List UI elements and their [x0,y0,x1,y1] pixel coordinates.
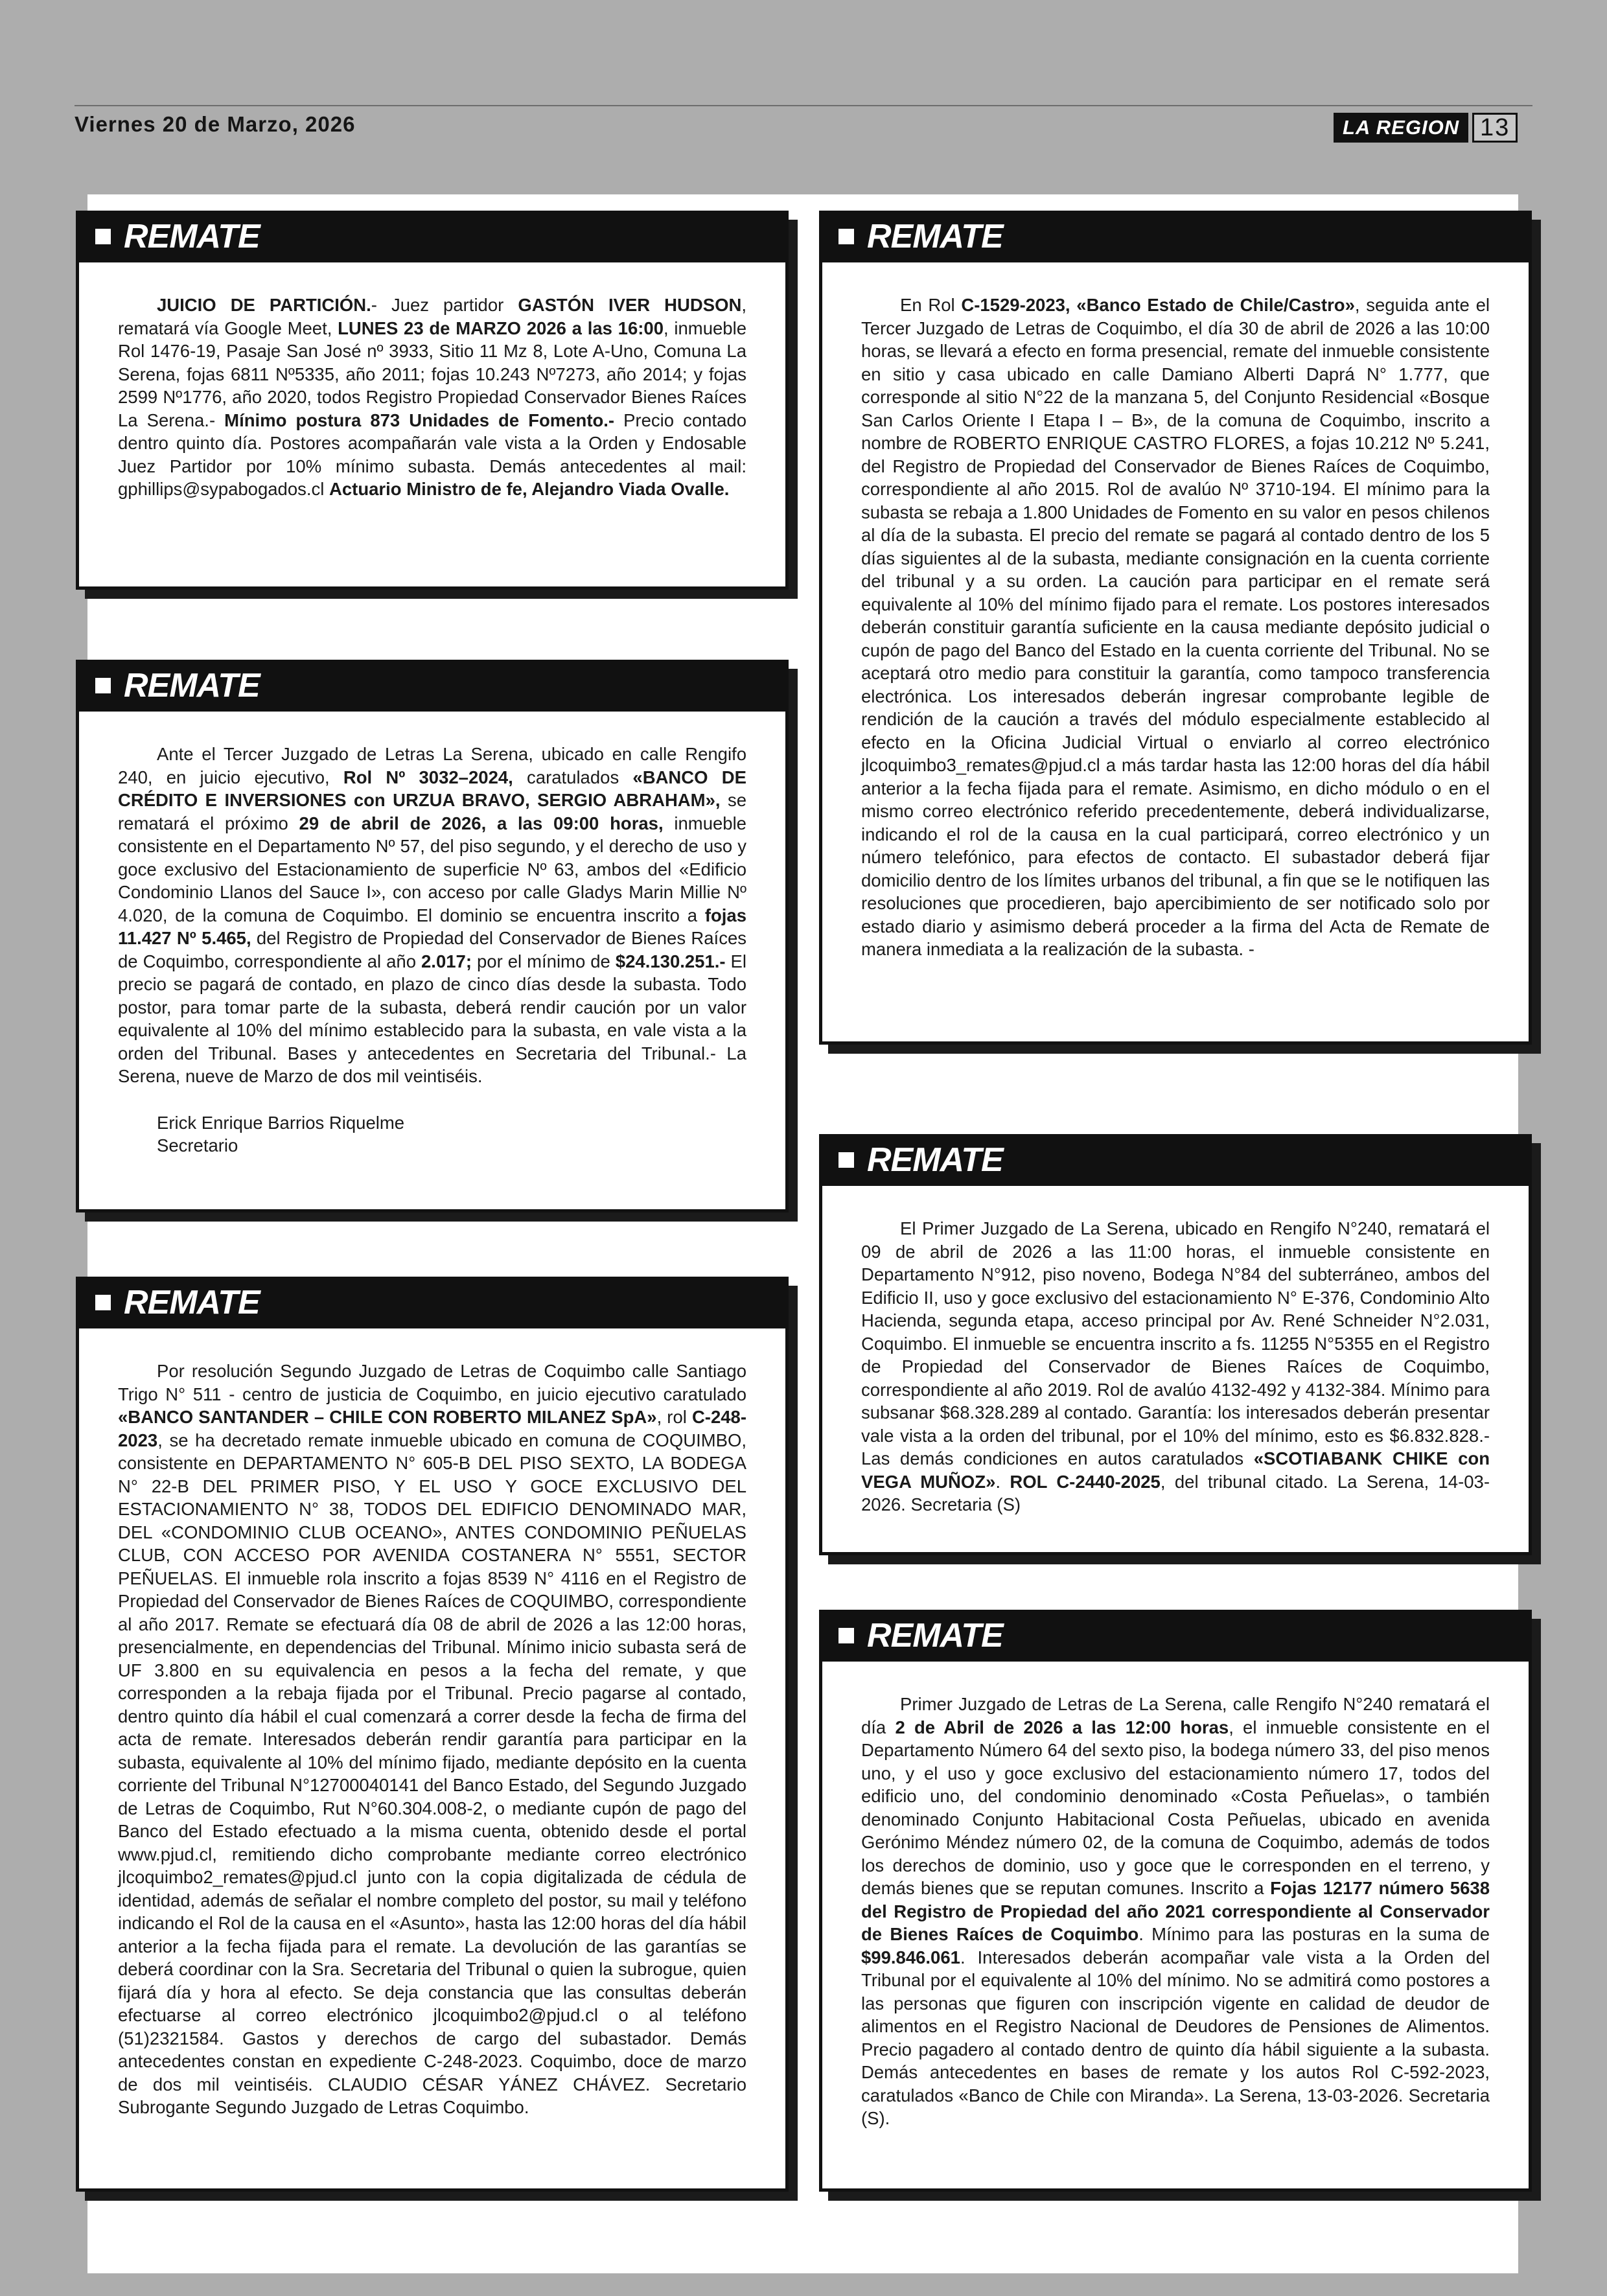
text-run: . Interesados deberán acompañar vale vista a la Orden del Tribunal por el equivalente al 10% del mínimo. No se admitirá como postores a las personas que figuren con inscripción vigente en calidad de deudor de alimentos en el Registro Nacional de Deudores de Pensiones de Alimentos. Precio pagadero al contado dentro de quinto día hábil siguiente a la subasta. Demás antecedentes en bases de remate y los autos Rol C-592-2023, caratulados «Banco de Chile con Miranda». La Serena, 13-03-2026. Secretaria (S). [861,1947,1490,2128]
bold-run: 2 de Abril de 2026 a las 12:00 horas [895,1717,1229,1737]
text-run: , inmueble Rol 1476-19, Pasaje San José nº 3933, Sitio 11 Mz 8, Lote A-Uno, Comuna La Serena, fojas 6811 Nº5335, año 2011; fojas 10.243 Nº7273, año 2014; y fojas 2599 Nº1776, año 2020, todos Registro Propiedad Conservador Bienes Raíces La Serena.- [118,318,746,430]
notice-text [118,743,746,1088]
text-run: Ante el Tercer Juzgado de Letras La Serena, ubicado en calle Rengifo 240, en juicio ejecutivo, [118,744,746,787]
notice-body [861,294,1490,961]
text-run: , rol [656,1407,692,1427]
bold-run: 2.017; [421,951,472,971]
text-run: . [995,1471,1010,1492]
text-run: , el inmueble consistente en el Departamento Número 64 del sexto piso, la bodega número 33, del piso menos uno, y el uso y goce exclusivo del estacionamiento número 17, todos del edificio uno, del condominio denominado «Costa Peñuelas», o también denominado Conjunto Habitacional Costa Peñuelas, ubicado en avenida Gerónimo Méndez número 02, de la comuna de Coquimbo, además de todos los derechos de dominio, uso y goce que le corresponden en el terreno, y demás bienes que se reputan comunes. Inscrito a [861,1717,1490,1898]
notice-6 [819,1610,1532,2192]
notice-1 [76,211,789,590]
text-run: . Mínimo para las posturas en la suma de [1139,1924,1490,1944]
notice-body [118,1360,746,2119]
bold-run: «BANCO DE CRÉDITO E INVERSIONES con URZUA BRAVO, SERGIO ABRAHAM», [118,767,746,810]
bold-run: C-1529-2023, «Banco Estado de Chile/Castro» [961,295,1355,315]
notice-title: REMATE [124,1284,260,1321]
page-number: 13 [1472,113,1518,143]
text-run: , rematará vía Google Meet, [118,295,746,338]
notice-text [861,294,1490,961]
text-run: - Juez partidor [371,295,518,315]
notice-header [819,211,1532,262]
bold-run: Actuario Ministro de fe, Alejandro Viada Ovalle. [329,479,730,499]
header-rule [75,105,1532,106]
bold-run: $99.846.061 [861,1947,960,1967]
text-run: El Primer Juzgado de La Serena, ubicado en Rengifo N°240, rematará el 09 de abril de 2026 a las 11:00 horas, el inmueble consistente en Departamento N°912, piso noveno, Bodega N°84 del subterráneo, ambos del Edificio II, uso y goce exclusivo del estacionamiento N° E-376, Condominio Alto Hacienda, segunda etapa, acceso principal por Av. René Schneider N°2.031, Coquimbo. El inmueble se encuentra inscrito a fs. 11255 N°5355 en el Registro de Propiedad del Conservador de Bienes Raíces de Coquimbo, correspondiente al año 2019. Rol de avalúo 4132-492 y 4132-384. Mínimo para subsanar $68.328.289 al contado. Garantía: los interesados deberán presentar vale vista a la orden del tribunal, por el 10% del mínimo, esto es $6.832.828.- Las demás condiciones en autos caratulados [861,1218,1490,1468]
notice-text [118,1360,746,2119]
notice-title: REMATE [124,218,260,255]
notice-header [819,1134,1532,1186]
notice-2 [76,660,789,1212]
text-run: se rematará el próximo [118,790,746,833]
text-run: , del tribunal citado. La Serena, 14-03-2026. Secretaria (S) [861,1471,1490,1514]
notice-5 [819,1134,1532,1555]
bold-run: «BANCO SANTANDER – CHILE CON ROBERTO MILANEZ SpA» [118,1407,657,1427]
square-bullet-icon [838,229,854,244]
bold-run: fojas 11.427 Nº 5.465, [118,905,746,948]
text-run: Precio contado dentro quinto día. Postores acompañarán vale vista a la Orden y Endosable Juez Partidor por 10% mínimo subasta. Demás antecedentes al mail: gphillips@sypabogados.cl [118,410,746,499]
notice-title: REMATE [124,667,260,704]
bold-run: 29 de abril de 2026, a las 09:00 horas, [299,813,664,833]
bold-run: Fojas 12177 número 5638 del Registro de Propiedad del año 2021 correspondiente al Conservador de Bienes Raíces de Coquimbo [861,1878,1490,1944]
notice-body [861,1217,1490,1516]
notice-header [76,660,789,712]
signer-title: Secretario [157,1135,238,1155]
text-run: inmueble consistente en el Departamento Nº 57, del piso segundo, y el derecho de uso y goce exclusivo del Estacionamiento de superficie Nº 63, ambos del «Edificio Condominio Llanos del Sauce I», con acceso por calle Gladys Marin Millie Nº 4.020, de la comuna de Coquimbo. El dominio se encuentra inscrito a [118,813,746,925]
notice-3 [76,1277,789,2192]
text-run: , se ha decretado remate inmueble ubicado en comuna de COQUIMBO, consistente en DEPARTAMENTO N° 605-B DEL PISO SEXTO, LA BODEGA N° 22-B DEL PRIMER PISO, Y EL USO Y GOCE EXCLUSIVO DEL ESTACIONAMIENTO N° 38, TODOS DEL EDIFICIO DENOMINADO MAR, DEL «CONDOMINIO CLUB OCEANO», ANTES CONDOMINIO PEÑUELAS CLUB, CON ACCESO POR AVENIDA COSTANERA N° 5551, SECTOR PEÑUELAS. El inmueble rola inscrito a fojas 8539 N° 4116 en el Registro de Propiedad del Conservador de Bienes Raíces de COQUIMBO, correspondiente al año 2017. Remate se efectuará día 08 de abril de 2026 a las 12:00 horas, presencialmente, en dependencias del Tribunal. Mínimo inicio subasta será de UF 3.800 en su equivalencia en pesos a la fecha del remate, y que corresponden a la rebaja fijada por el Tribunal. Precio pagarse al contado, dentro quinto día hábil el cual comenzará a correr desde la fecha de firma del acta de remate. Interesados deberán rendir garantía para participar en la subasta, equivalente al 10% del mínimo fijado, mediante depósito en la cuenta corriente del Tribunal N°12700040141 del Banco Estado, del Segundo Juzgado de Letras de Coquimbo, Rut N°60.304.008-2, o mediante cupón de pago del Banco del Estado efectuado a la misma cuenta, obtenido desde el portal www.pjud.cl, remitiendo dicho comprobante mediante correo electrónico jlcoquimbo2_remates@pjud.cl junto con la copia digitalizada de cédula de identidad, además de señalar el nombre completo del postor, su mail y teléfono indicando el Rol de la causa en el «Asunto», hasta las 12:00 horas del día hábil anterior a la fecha fijada para el remate. La devolución de las garantías se deberá coordinar con la Sra. Secretaria del Tribunal o quien la subrogue, quien fijará día y hora al efecto. Se deja constancia que las consultas deberán efectuarse al correo electrónico jlcoquimbo2@pjud.cl o al teléfono (51)2321584. Gastos y derechos de cargo del subastador. Demás antecedentes constan en expediente C-248-2023. Coquimbo, doce de marzo de dos mil veintiséis. CLAUDIO CÉSAR YÁNEZ CHÁVEZ. Secretario Subrogante Segundo Juzgado de Letras Coquimbo. [118,1430,746,2117]
square-bullet-icon [95,1295,111,1310]
notice-header [76,211,789,262]
bold-run: C-248-2023 [118,1407,746,1450]
text-run: del Registro de Propiedad del Conservador de Bienes Raíces de Coquimbo, correspondiente al año [118,928,746,971]
notice-body [118,294,746,501]
notice-title: REMATE [867,1141,1003,1179]
masthead [1334,113,1518,143]
notice-title: REMATE [867,218,1003,255]
bold-run: Mínimo postura 873 Unidades de Fomento.- [224,410,615,430]
text-run: por el mínimo de [472,951,616,971]
notice-text [861,1217,1490,1516]
notice-text [118,294,746,501]
text-run: Primer Juzgado de Letras de La Serena, calle Rengifo N°240 rematará el día [861,1694,1490,1737]
notice-text [861,1693,1490,2130]
square-bullet-icon [95,678,111,693]
square-bullet-icon [95,229,111,244]
bold-run: «SCOTIABANK CHIKE con VEGA MUÑOZ» [861,1448,1490,1492]
issue-date: Viernes 20 de Marzo, 2026 [75,112,356,136]
bold-run: LUNES 23 de MARZO 2026 a las 16:00 [338,318,664,338]
bold-run: GASTÓN IVER HUDSON [518,295,742,315]
bold-run: JUICIO DE PARTICIÓN. [157,295,371,315]
text-run: El precio se pagará de contado, en plazo de cinco días desde la subasta. Todo postor, para tomar parte de la subasta, deberá rendir caución por un valor equivalente al 10% del mínimo establecido para la subasta, en vale vista a la orden del Tribunal. Bases y antecedentes en Secretaria del Tribunal.- La Serena, nueve de Marzo de dos mil veintiséis. [118,951,746,1086]
bold-run: $24.130.251.- [615,951,726,971]
bold-run: Rol Nº 3032–2024, [343,767,513,787]
notice-body [861,1693,1490,2130]
text-run: En Rol [900,295,962,315]
bold-run: ROL C-2440-2025 [1010,1471,1161,1492]
notice-header [76,1277,789,1328]
square-bullet-icon [838,1152,854,1168]
text-run: , seguida ante el Tercer Juzgado de Letras de Coquimbo, el día 30 de abril de 2026 a las 10:00 horas, se llevará a efecto en forma presencial, remate del inmueble consistente en sitio y casa ubicado en calle Damiano Alberti Daprá N° 1.777, que corresponde al sitio N°22 de la manzana 5, del Conjunto Residencial «Bosque San Carlos Oriente I Etapa I – B», de la comuna de Coquimbo, inscrito a nombre de ROBERTO ENRIQUE CASTRO FLORES, a fojas 10.212 Nº 5.241, del Registro de Propiedad del Conservador de Bienes Raíces de Coquimbo, correspondiente al año 2015. Rol de avalúo Nº 3710-194. El mínimo para la subasta se rebaja a 1.800 Unidades de Fomento en su valor en pesos chilenos al día de la subasta. El precio del remate se pagará al contado dentro de los 5 días siguientes al de la subasta, mediante consignación en la cuenta corriente del tribunal y a su orden. La caución para participar en el remate será equivalente al 10% del mínimo fijado para el remate. Los postores interesados deberán constituir garantía suficiente en la causa mediante depósito judicial o cupón de pago del Banco del Estado en la cuenta corriente del Tribunal. No se aceptará otro medio para constituir la garantía, como tampoco transferencia electrónica. Los interesados deberán ingresar comprobante legible de rendición de la caución a través del módulo especialmente establecido al efecto en la Oficina Judicial Virtual o enviarlo al correo electrónico jlcoquimbo3_remates@pjud.cl a más tardar hasta las 12:00 horas del día hábil anterior a la fecha fijada para el remate. Asimismo, en dicho módulo o en el mismo correo electrónico referido precedentemente, deberá individualizarse, indicando el rol de la causa en la cual participará, correo electrónico y un número telefónico, para efectos de contacto. El subastador deberá fijar domicilio dentro de los límites urbanos del tribunal, a fin que se le notifiquen las resoluciones que procedieren, bajo apercibimiento de ser notificado solo por estado diario y asimismo deberá proceder a la firma del Acta de Remate de manera inmediata a la realización de la subasta. - [861,295,1490,959]
notice-title: REMATE [867,1617,1003,1654]
notice-body [118,743,746,1157]
newspaper-logo: LA REGION [1334,113,1468,143]
notice-header [819,1610,1532,1662]
text-run: Por resolución Segundo Juzgado de Letras de Coquimbo calle Santiago Trigo N° 511 - centro de justicia de Coquimbo, en juicio ejecutivo caratulado [118,1361,746,1404]
signature-block [118,1111,746,1157]
text-run: caratulados [513,767,633,787]
square-bullet-icon [838,1628,854,1643]
signer-name: Erick Enrique Barrios Riquelme [157,1112,405,1133]
notice-4 [819,211,1532,1045]
